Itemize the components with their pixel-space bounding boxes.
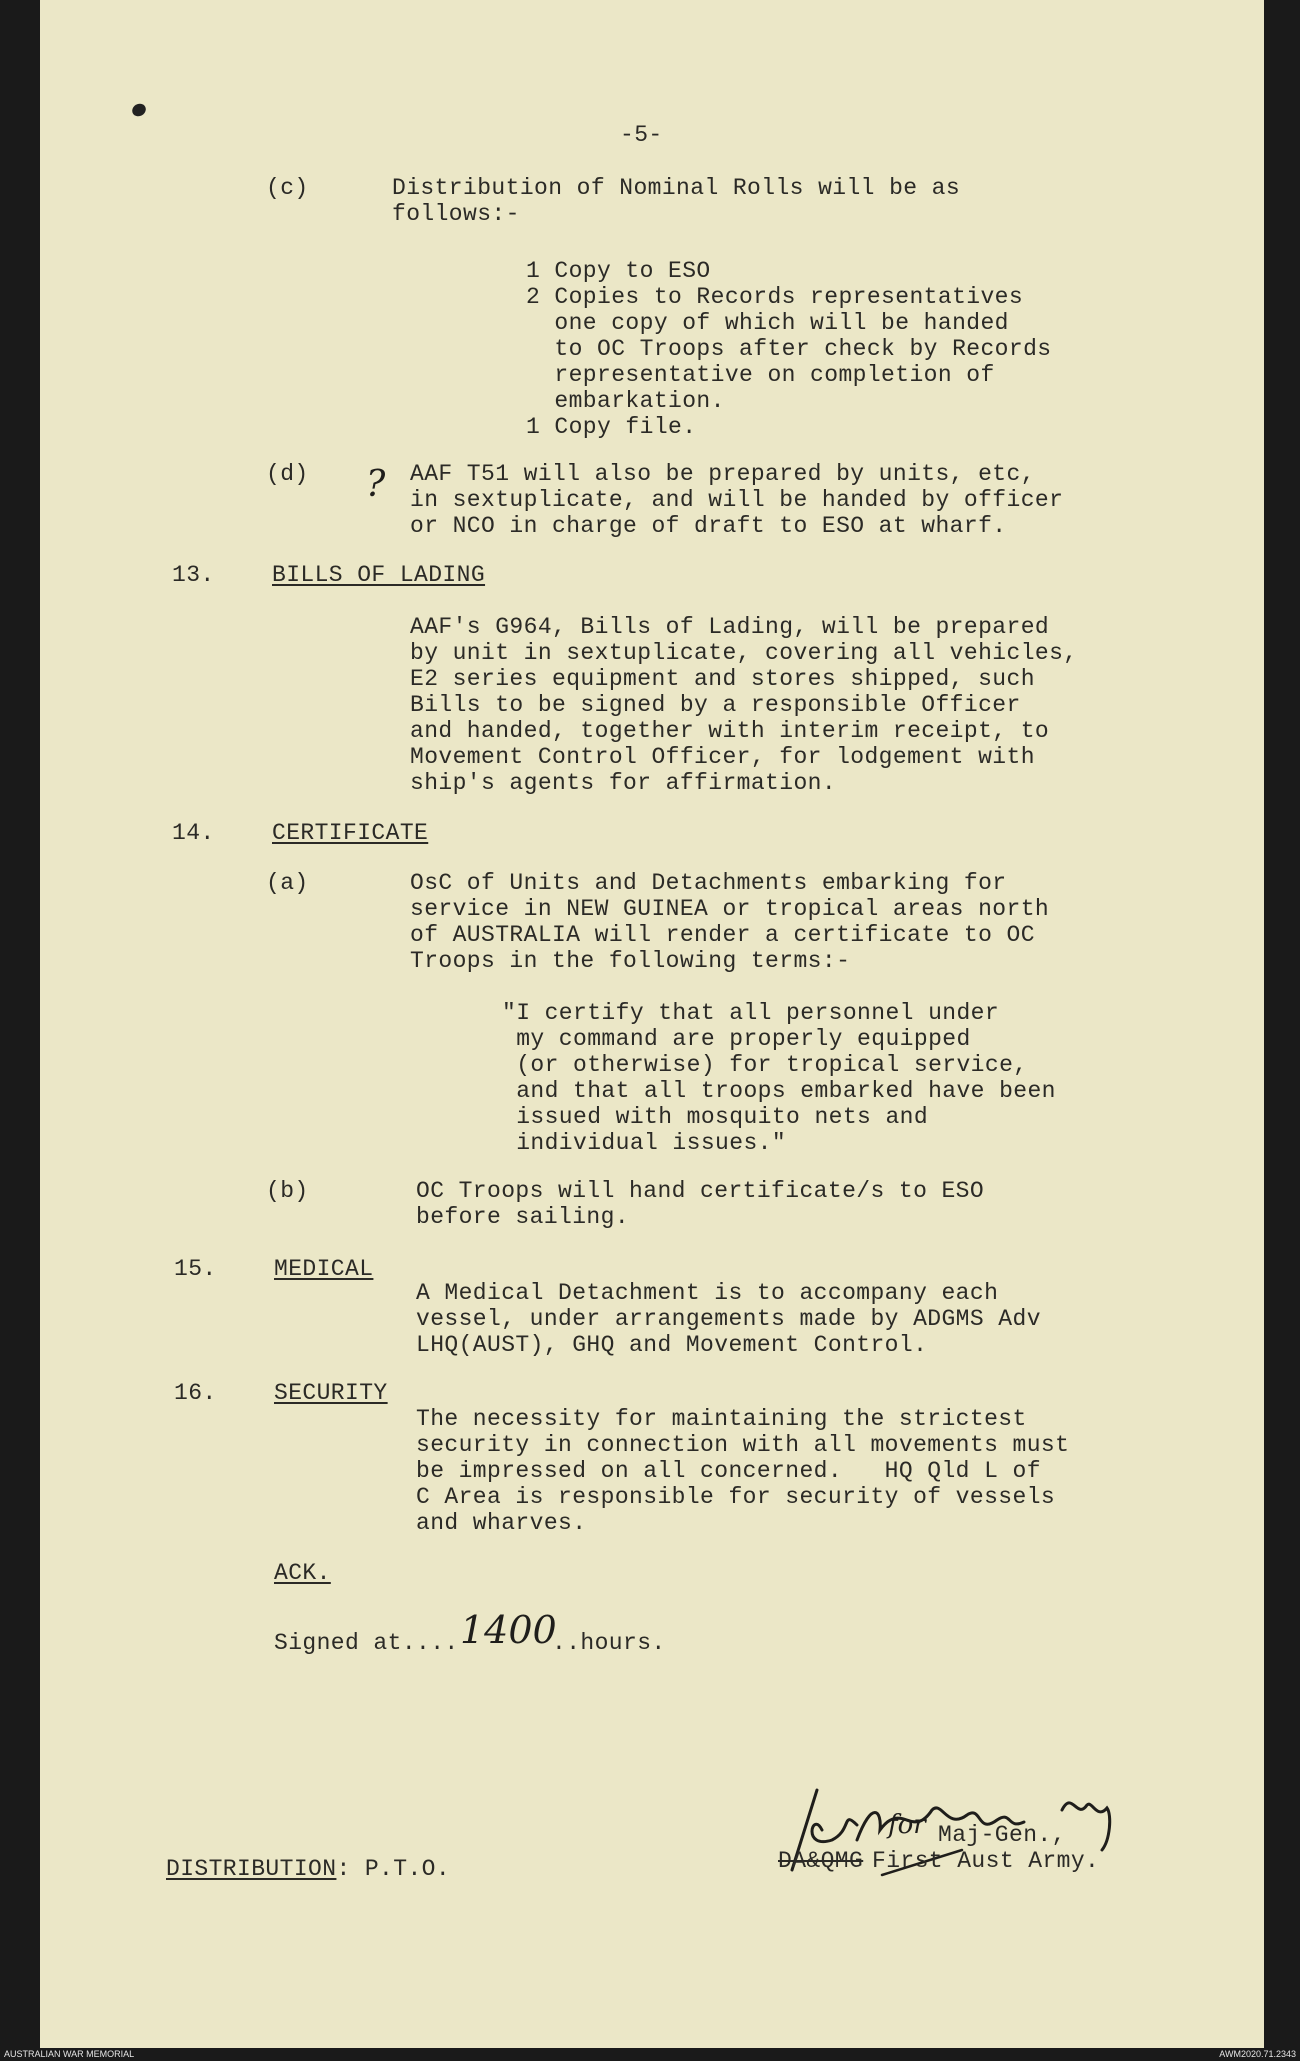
- certificate-quote-line: and that all troops embarked have been: [502, 1078, 1056, 1104]
- signature-appointment: First Aust Army.: [872, 1848, 1100, 1874]
- section-15-line: vessel, under arrangements made by ADGMS Adv: [416, 1306, 1041, 1332]
- certificate-quote-line: "I certify that all personnel under: [502, 1000, 1000, 1026]
- section-16-line: security in connection with all movements must: [416, 1432, 1070, 1458]
- subsection-a-label: (a): [266, 870, 309, 896]
- section-14-heading: CERTIFICATE: [272, 820, 429, 846]
- subsection-a-line: of AUSTRALIA will render a certificate to OC: [410, 922, 1035, 948]
- subsection-d-line: AAF T51 will also be prepared by units, etc,: [410, 461, 1035, 487]
- distribution-label: DISTRIBUTION: [166, 1856, 337, 1882]
- subsection-d-line: in sextuplicate, and will be handed by officer: [410, 487, 1064, 513]
- certificate-quote-line: individual issues.": [502, 1130, 787, 1156]
- section-13-heading: BILLS OF LADING: [272, 562, 486, 588]
- signed-time-handwritten: 1400: [460, 1608, 557, 1652]
- subsection-c-label: (c): [266, 175, 309, 201]
- distribution-list-item: 2 Copies to Records representatives: [526, 284, 1024, 310]
- footer-left: AUSTRALIAN WAR MEMORIAL: [4, 2049, 135, 2059]
- subsection-a-line: OsC of Units and Detachments embarking for: [410, 870, 1007, 896]
- signed-at-prefix: Signed at....: [274, 1630, 459, 1656]
- section-13-line: Bills to be signed by a responsible Officer: [410, 692, 1021, 718]
- section-13-line: Movement Control Officer, for lodgement with: [410, 744, 1035, 770]
- subsection-c-line: follows:-: [392, 201, 520, 227]
- document-page: [40, 0, 1264, 2048]
- subsection-b-label: (b): [266, 1178, 309, 1204]
- section-16-heading: SECURITY: [274, 1380, 388, 1406]
- certificate-quote-line: (or otherwise) for tropical service,: [502, 1052, 1028, 1078]
- section-15-line: LHQ(AUST), GHQ and Movement Control.: [416, 1332, 928, 1358]
- section-14-number: 14.: [172, 820, 215, 846]
- section-13-line: by unit in sextuplicate, covering all vehicles,: [410, 640, 1078, 666]
- distribution-list-item: 1 Copy to ESO: [526, 258, 711, 284]
- punch-mark: [130, 101, 148, 118]
- ack-label: ACK.: [274, 1560, 331, 1586]
- subsection-d-label: (d): [266, 461, 309, 487]
- section-13-line: ship's agents for affirmation.: [410, 770, 837, 796]
- section-16-line: C Area is responsible for security of vessels: [416, 1484, 1056, 1510]
- section-16-number: 16.: [174, 1380, 217, 1406]
- distribution-list-item: to OC Troops after check by Records: [526, 336, 1052, 362]
- distribution-list-item: 1 Copy file.: [526, 414, 697, 440]
- subsection-b-line: before sailing.: [416, 1204, 630, 1230]
- subsection-c-line: Distribution of Nominal Rolls will be as: [392, 175, 961, 201]
- signature-for-handwritten: for: [888, 1810, 926, 1840]
- distribution-list-item: representative on completion of: [526, 362, 995, 388]
- subsection-a-line: Troops in the following terms:-: [410, 948, 851, 974]
- certificate-quote-line: my command are properly equipped: [502, 1026, 971, 1052]
- section-13-line: and handed, together with interim receipt, to: [410, 718, 1050, 744]
- section-15-number: 15.: [174, 1256, 217, 1282]
- section-15-line: A Medical Detachment is to accompany each: [416, 1280, 999, 1306]
- distribution-list-item: embarkation.: [526, 388, 725, 414]
- footer-right: AWM2020.71.2343: [1219, 2049, 1296, 2059]
- section-13-line: AAF's G964, Bills of Lading, will be prepared: [410, 614, 1050, 640]
- section-15-heading: MEDICAL: [274, 1256, 374, 1282]
- signed-at-suffix: ..hours.: [552, 1630, 666, 1656]
- section-13-number: 13.: [172, 562, 215, 588]
- section-16-line: be impressed on all concerned. HQ Qld L of: [416, 1458, 1041, 1484]
- distribution-value: : P.T.O.: [336, 1856, 451, 1882]
- subsection-d-line: or NCO in charge of draft to ESO at wharf.: [410, 513, 1007, 539]
- signature-rank: Maj-Gen.,: [938, 1822, 1066, 1848]
- section-16-line: and wharves.: [416, 1510, 587, 1536]
- section-13-line: E2 series equipment and stores shipped, such: [410, 666, 1035, 692]
- subsection-b-line: OC Troops will hand certificate/s to ESO: [416, 1178, 985, 1204]
- section-16-line: The necessity for maintaining the strictest: [416, 1406, 1027, 1432]
- subsection-a-line: service in NEW GUINEA or tropical areas north: [410, 896, 1050, 922]
- distribution-list-item: one copy of which will be handed: [526, 310, 1009, 336]
- handwritten-question-mark: ?: [366, 464, 386, 505]
- page-number: -5-: [620, 122, 663, 148]
- distribution-line: [166, 1856, 450, 1882]
- signature-struck-appointment: DA&QMG: [778, 1848, 864, 1874]
- certificate-quote-line: issued with mosquito nets and: [502, 1104, 929, 1130]
